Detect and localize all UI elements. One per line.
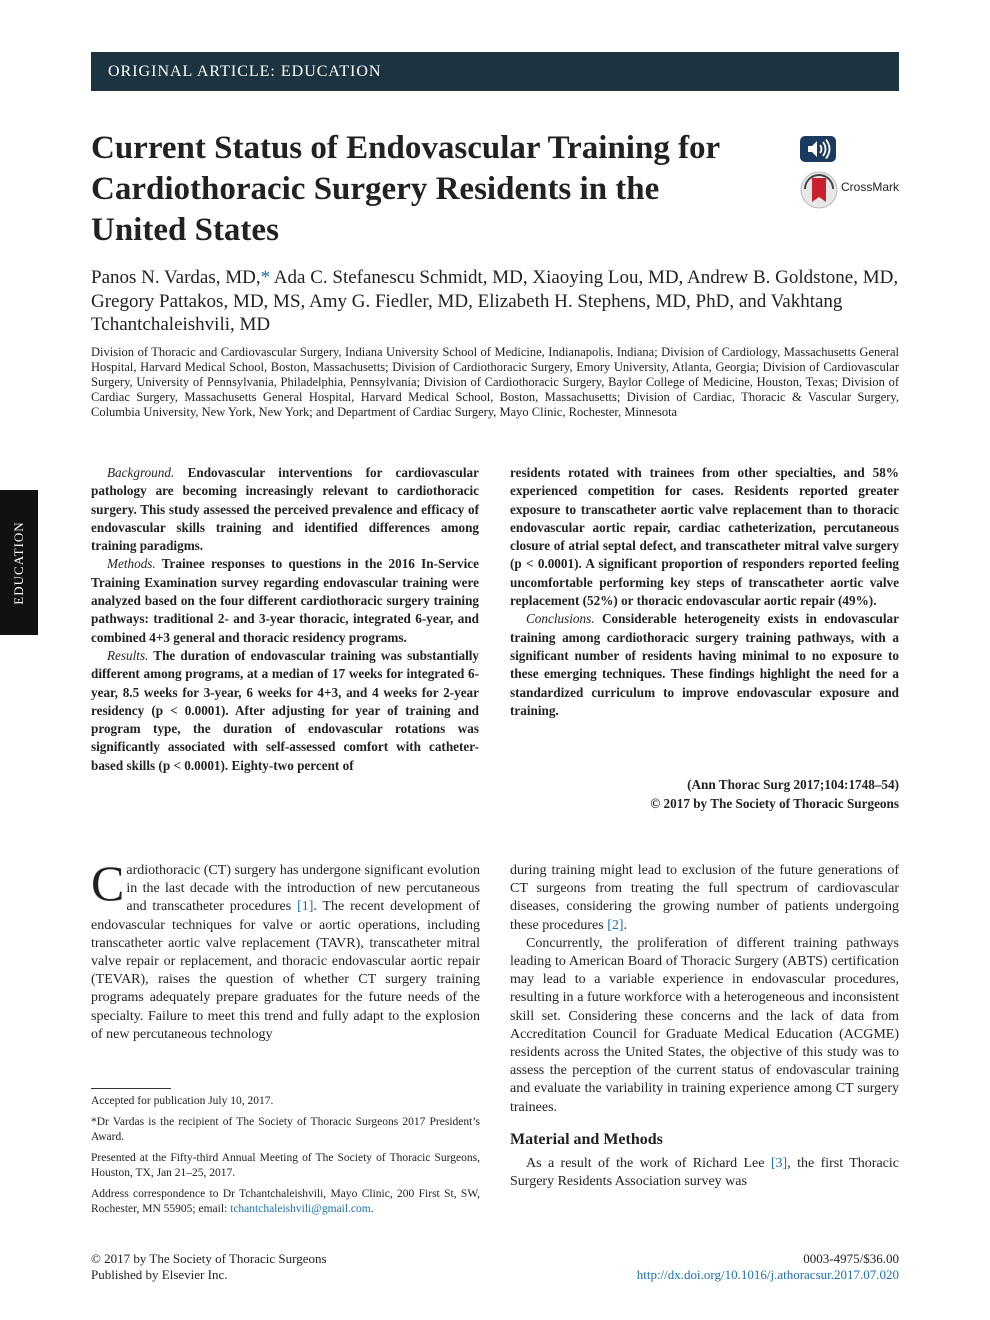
methods-paragraph <box>510 1155 899 1191</box>
crossmark-label: CrossMark <box>841 180 900 194</box>
section-banner-label: ORIGINAL ARTICLE: EDUCATION <box>108 62 382 80</box>
doi-link[interactable]: http://dx.doi.org/10.1016/j.athoracsur.2017.07.020 <box>636 1267 899 1282</box>
side-tab-label: EDUCATION <box>11 520 26 605</box>
intro-text-a: ardiothoracic (CT) surgery has undergone significant evolution in the last decade with the introduction of new percutaneous and transcatheter procedures <box>126 863 480 915</box>
results-text: The duration of endovascular training was substantially different among programs, at a median of 17 weeks for integrated 6-year, 8.5 weeks for 3-year, 6 weeks for 4+3, and 4 weeks for 2-year residency (p < 0.0001). After adjusting for year of training and program type, the duration of endovascular rotations was significantly associated with self-assessed comfort with catheter-based skills (p < 0.0001). Eighty-two percent of <box>91 647 479 773</box>
side-tab <box>0 490 38 635</box>
reference-link-1[interactable]: [1] <box>297 899 314 915</box>
section-banner <box>91 52 899 91</box>
article-title: Current Status of Endovascular Training for Cardiothoracic Surgery Residents in the United States <box>91 130 720 248</box>
intro-text-b: . The recent development of endovascular techniques for valve or aortic operations, including transcatheter aortic valve replacement (TAVR), transcatheter mitral valve repair or replacement, and thoracic endovascular aortic repair (TEVAR), raises the question of whether CT surgery training programs adequately prepare graduates for the future needs of the specialty. Failure to meet this trend and fully adapt to the explosion of new percutaneous technology <box>91 899 481 1042</box>
footnote-presented: Presented at the Fifty-third Annual Meeting of The Society of Thoracic Surgeons, Houston, TX, Jan 21–25, 2017. <box>91 1151 480 1179</box>
footer-right <box>560 1251 899 1283</box>
footer-copyright: © 2017 by The Society of Thoracic Surgeons <box>91 1251 327 1266</box>
footnote-divider <box>91 1088 171 1089</box>
abstract-conclusions <box>510 610 899 720</box>
author-first: Panos N. Vardas, MD, <box>91 267 261 288</box>
footnote-award: *Dr Vardas is the recipient of The Society of Thoracic Surgeons 2017 President’s Award. <box>91 1115 480 1143</box>
affiliations: Division of Thoracic and Cardiovascular Surgery, Indiana University School of Medicine, Indianapolis, Indiana; Division of Cardiology, Massachusetts General Hospital, Harvard Medical School, Boston, Massachusetts; Division of Cardiothoracic Surgery, Emory University, Atlanta, Georgia; Division of Cardiovascular Surgery, University of Pennsylvania, Philadelphia, Pennsylvania; Division of Cardiothoracic Surgery, Baylor College of Medicine, Houston, Texas; Division of Cardiac Surgery, Massachusetts General Hospital, Harvard Medical School, Boston, Massachusetts; Division of Cardiac, Thoracic & Vascular Surgery, Columbia University, New York, New York; and Department of Cardiac Surgery, Mayo Clinic, Rochester, Minnesota <box>91 345 899 419</box>
abstract-methods <box>91 555 479 646</box>
footnotes <box>91 1094 480 1223</box>
audio-icon[interactable] <box>800 136 836 162</box>
footnote-address <box>91 1187 480 1218</box>
methods-text-b: , the first Thoracic Surgery Residents Association survey was <box>510 1156 899 1190</box>
methods-text: Trainee responses to questions in the 2016 In-Service Training Examination survey regarding endovascular training were analyzed based on the four different cardiothoracic surgery training pathways: traditional 2- and 3-year thoracic, integrated 6-year, and combined 4+3 general and thoracic residency programs. <box>91 556 479 645</box>
background-label: Background. <box>107 465 175 480</box>
conclusions-text: Considerable heterogeneity exists in endovascular training among cardiothoracic surgery training pathways, with a significant number of residents having minimal to no exposure to these emerging techniques. These findings highlight the need for a standardized curriculum to improve endovascular exposure and training. <box>510 611 899 718</box>
citation-block <box>510 775 899 813</box>
abstract-column-left <box>91 464 479 775</box>
reference-link-2[interactable]: [2] <box>607 917 624 933</box>
crossmark-icon <box>800 171 838 209</box>
abstract-results <box>91 647 479 775</box>
author-rest: Ada C. Stefanescu Schmidt, MD, Xiaoying Lou, MD, Andrew B. Goldstone, MD, Gregory Pattakos, MD, MS, Amy G. Fiedler, MD, Elizabeth H. Stephens, MD, PhD, and Vakhtang Tchantchaleishvili, MD <box>91 267 899 335</box>
author-footnote-star[interactable]: * <box>260 267 271 288</box>
drop-cap: C <box>91 855 125 911</box>
author-list <box>91 266 899 337</box>
footer-publisher: Published by Elsevier Inc. <box>91 1267 228 1282</box>
abstract-results-continued: residents rotated with trainees from other specialties, and 58% experienced competition for cases. Residents reported greater exposure to transcatheter aortic valve replacement than to thoracic endovascular aortic repair, cardiac catheterization, percutaneous closure of atrial septal defect, and transcatheter mitral valve surgery (p < 0.0001). A significant proportion of responders reported feeling uncomfortable performing key steps of transcatheter aortic valve replacement (52%) or thoracic endovascular aortic repair (49%). <box>510 465 899 609</box>
abstract-column-right <box>510 464 899 720</box>
intro-text-d: . <box>623 917 628 933</box>
results-label: Results. <box>107 647 149 663</box>
body-column-left <box>91 855 481 1044</box>
body-column-right <box>510 862 899 1191</box>
intro-text-c: during training might lead to exclusion of the future generations of CT surgeons from treating the full spectrum of cardiovascular diseases, considering the growing number of patients undergoing these procedures <box>510 863 899 933</box>
footer-left <box>91 1251 327 1283</box>
background-text: Endovascular interventions for cardiovascular pathology are becoming increasingly relevant to cardiothoracic surgery. This study assessed the perceived prevalence and efficacy of endovascular skills training and identified differences among training paradigms. <box>91 465 479 554</box>
concurrently-paragraph: Concurrently, the proliferation of different training pathways leading to American Board of Thoracic Surgery (ABTS) certification may lead to a variable experience in endovascular procedures, resulting in a future workforce with a heterogeneous and inconsistent skill set. Considering these concerns and the lack of data from Accreditation Council for Graduate Medical Education (ACGME) residents across the United States, the objective of this study was to assess the perception of the current status of endovascular training and evaluate the variability in training experience among CT surgery trainees. <box>510 935 899 1115</box>
intro-paragraph <box>91 855 481 1044</box>
address-text: Address correspondence to Dr Tchantchaleishvili, Mayo Clinic, 200 First St, SW, Rochester, MN 55905; email: <box>91 1187 480 1215</box>
address-end: . <box>370 1203 374 1215</box>
footer-issn: 0003-4975/$36.00 <box>803 1251 899 1266</box>
section-heading-methods: Material and Methods <box>510 1130 663 1148</box>
conclusions-label: Conclusions. <box>526 611 595 627</box>
intro-paragraph-continued <box>510 862 899 935</box>
citation-copyright: © 2017 by The Society of Thoracic Surgeons <box>650 796 899 811</box>
methods-text-a: As a result of the work of Richard Lee <box>526 1156 771 1172</box>
abstract-background <box>91 464 479 555</box>
reference-link-3[interactable]: [3] <box>770 1156 788 1172</box>
email-link[interactable]: tchantchaleishvili@gmail.com <box>230 1203 371 1215</box>
journal-citation: (Ann Thorac Surg 2017;104:1748–54) <box>687 777 899 792</box>
footnote-accepted: Accepted for publication July 10, 2017. <box>91 1095 274 1107</box>
methods-label: Methods. <box>107 556 156 572</box>
